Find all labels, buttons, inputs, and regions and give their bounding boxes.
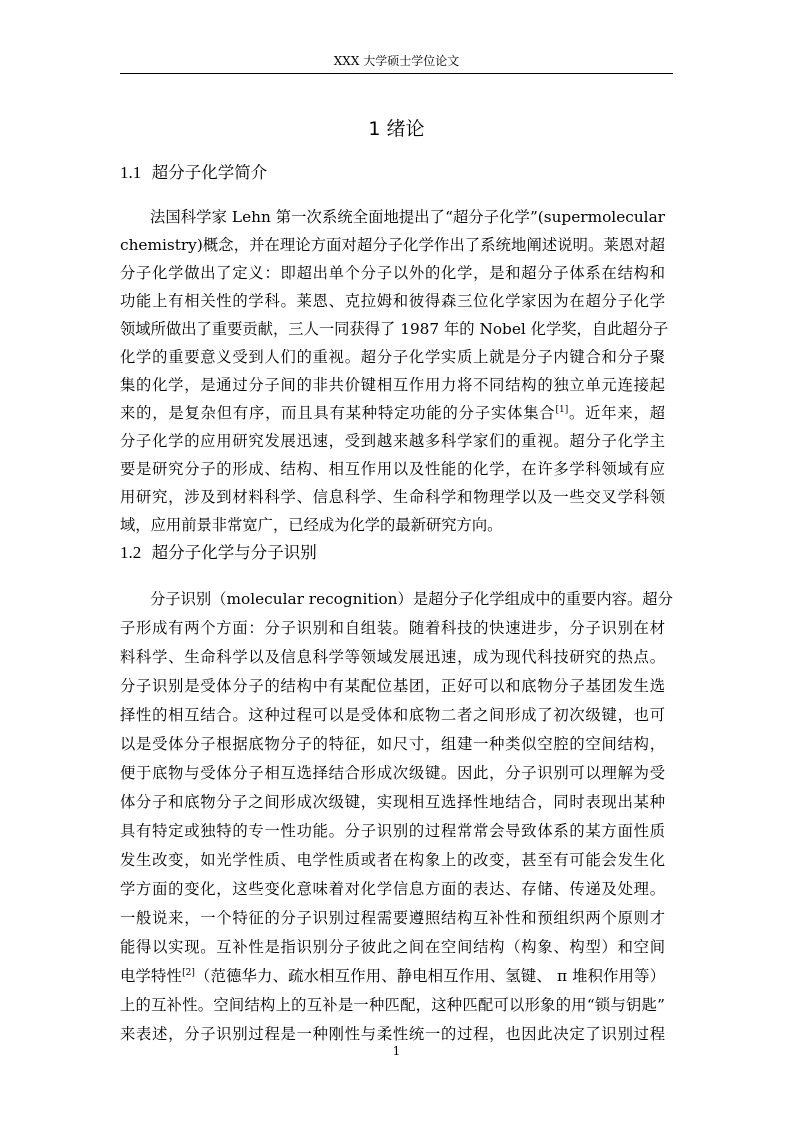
text-line: 功能上有相关性的学科。莱恩、克拉姆和彼得森三位化学家因为在超分子化学 — [120, 292, 665, 310]
text-line — [120, 962, 665, 990]
line-text: （范德华力、疏水相互作用、静电相互作用、氢键、 π 堆积作用等） — [194, 967, 665, 985]
text-line: 体分子和底物分子之间形成次级键，实现相互选择性地结合，同时表现出某种 — [120, 793, 665, 811]
text-line: 能得以实现。互补性是指识别分子彼此之间在空间结构（构象、构型）和空间 — [120, 938, 665, 956]
section-title: 超分子化学与分子识别 — [151, 543, 317, 562]
text-line: 分子化学做出了定义：即超出单个分子以外的化学，是和超分子体系在结构和 — [120, 264, 665, 282]
section-title: 超分子化学简介 — [151, 163, 268, 182]
header-rule — [120, 73, 673, 74]
text-line: 子形成有两个方面：分子识别和自组装。随着科技的快速进步，分子识别在材 — [120, 619, 665, 637]
running-header: XXX 大学硕士学位论文 — [333, 54, 460, 68]
section-number: 1.2 — [120, 543, 142, 562]
text-line: 分子识别是受体分子的结构中有某配位基团，正好可以和底物分子基团发生选 — [120, 677, 665, 695]
text-line: 法国科学家 Lehn 第一次系统全面地提出了“超分子化学”(supermolecular — [150, 208, 665, 226]
text-line: 来表述，分子识别过程是一种刚性与柔性统一的过程，也因此决定了识别过程 — [120, 1025, 665, 1043]
text-line: 择性的相互结合。这种过程可以是受体和底物二者之间形成了初次级键，也可 — [120, 706, 665, 724]
text-line — [120, 399, 665, 427]
text-line: 领域所做出了重要贡献，三人一同获得了 1987 年的 Nobel 化学奖，自此超分子 — [120, 320, 669, 338]
text-line: 分子化学的应用研究发展迅速，受到越来越多科学家们的重视。超分子化学主 — [120, 432, 665, 450]
text-line: 发生改变，如光学性质、电学性质或者在构象上的改变，甚至有可能会发生化 — [120, 851, 665, 869]
text-line: 便于底物与受体分子相互选择结合形成次级键。因此，分子识别可以理解为受 — [120, 764, 665, 782]
text-line: 一般说来，一个特征的分子识别过程需要遵照结构互补性和预组织两个原则才 — [120, 909, 665, 927]
text-line: 域，应用前景非常宽广，已经成为化学的最新研究方向。 — [120, 516, 503, 534]
text-line: 具有特定或独特的专一性功能。分子识别的过程常常会导致体系的某方面性质 — [120, 822, 665, 840]
text-line: 学方面的变化，这些变化意味着对化学信息方面的表达、存储、传递及处理。 — [120, 880, 665, 898]
chapter-title: 1 绪论 — [368, 118, 425, 140]
page-number: 1 — [392, 1044, 401, 1058]
line-text: 来的，是复杂但有序，而且具有某种特定功能的分子实体集合 — [120, 404, 556, 422]
text-line: 料科学、生命科学以及信息科学等领域发展迅速，成为现代科技研究的热点。 — [120, 648, 665, 666]
text-line: 化学的重要意义受到人们的重视。超分子化学实质上就是分子内键合和分子聚 — [120, 348, 665, 366]
line-text: 。近年来，超 — [568, 404, 665, 422]
section-heading-1-1 — [120, 162, 267, 184]
section-heading-1-2 — [120, 542, 317, 564]
text-line: 集的化学，是通过分子间的非共价键相互作用力将不同结构的独立单元连接起 — [120, 376, 665, 394]
text-line: 上的互补性。空间结构上的互补是一种匹配，这种匹配可以形象的用“锁与钥匙” — [120, 996, 665, 1014]
citation-ref[interactable]: [2] — [182, 967, 195, 978]
line-text: 电学特性 — [120, 967, 183, 985]
text-line: 分子识别（molecular recognition）是超分子化学组成中的重要内容。超分 — [150, 590, 673, 608]
text-line: 以是受体分子根据底物分子的特征，如尺寸，组建一种类似空腔的空间结构， — [120, 735, 665, 753]
section-number: 1.1 — [120, 163, 142, 182]
text-line: 要是研究分子的形成、结构、相互作用以及性能的化学，在许多学科领域有应 — [120, 460, 665, 478]
text-line: chemistry)概念，并在理论方面对超分子化学作出了系统地阐述说明。莱恩对超 — [120, 236, 665, 254]
text-line: 用研究，涉及到材料科学、信息科学、生命科学和物理学以及一些交叉学科领 — [120, 488, 665, 506]
citation-ref[interactable]: [1] — [555, 404, 569, 415]
